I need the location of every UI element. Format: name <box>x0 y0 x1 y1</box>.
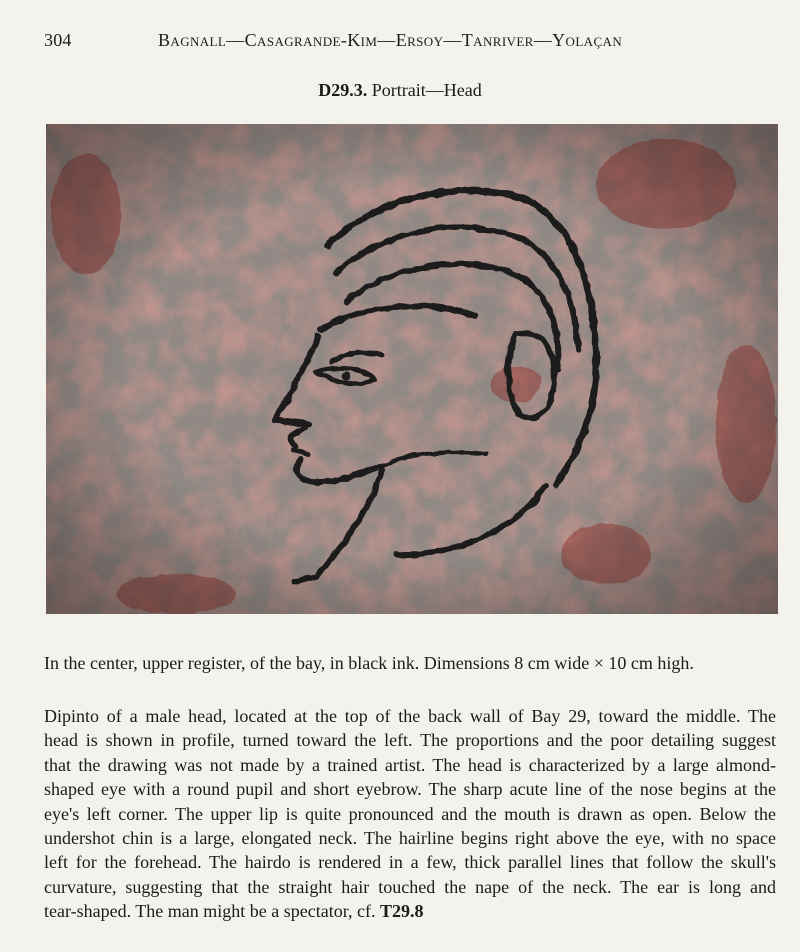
description-line: shaped eye with a round pupil and short eyebrow. The sharp acute line of the nose begins at the <box>44 779 776 800</box>
description-line: curvature, suggesting that the straight hair touched the nape of the neck. The ear is long and <box>44 876 776 897</box>
description-line: left for the forehead. The hairdo is rendered in a few, thick parallel lines that follow the skull's <box>44 852 776 873</box>
dipinto-photo <box>46 124 778 614</box>
figure-label: D29.3. <box>318 80 368 100</box>
description-line-prefix: tear-shaped. The man might be a spectator, cf. <box>44 901 376 922</box>
description-line: eye's left corner. The upper lip is quite pronounced and the mouth is drawn as open. Below the <box>44 803 776 824</box>
description-line: that the drawing was not made by a trained artist. The head is characterized by a large almond- <box>44 754 776 775</box>
cross-reference-link[interactable]: T29.8 <box>379 901 424 922</box>
figure-title <box>0 80 800 101</box>
dipinto-photo-graphic <box>46 124 778 614</box>
photo-vignette <box>46 124 778 614</box>
description-last-line <box>44 899 776 923</box>
figure-title-text: Portrait—Head <box>371 80 482 100</box>
page-number: 304 <box>44 30 72 50</box>
figure-caption: In the center, upper register, of the bay, in black ink. Dimensions 8 cm wide × 10 cm high. <box>44 653 694 673</box>
description-line: head is shown in profile, turned toward the left. The proportions and the poor detailing suggest <box>44 730 776 751</box>
description-line: Dipinto of a male head, located at the top of the back wall of Bay 29, toward the middle. The <box>44 706 776 726</box>
running-header: Bagnall—Casagrande-Kim—Ersoy—Tanriver—Yolaçan <box>158 30 623 50</box>
description-line: undershot chin is a large, elongated neck. The hairline begins right above the eye, with no space <box>44 828 776 849</box>
description-paragraph <box>44 704 776 924</box>
